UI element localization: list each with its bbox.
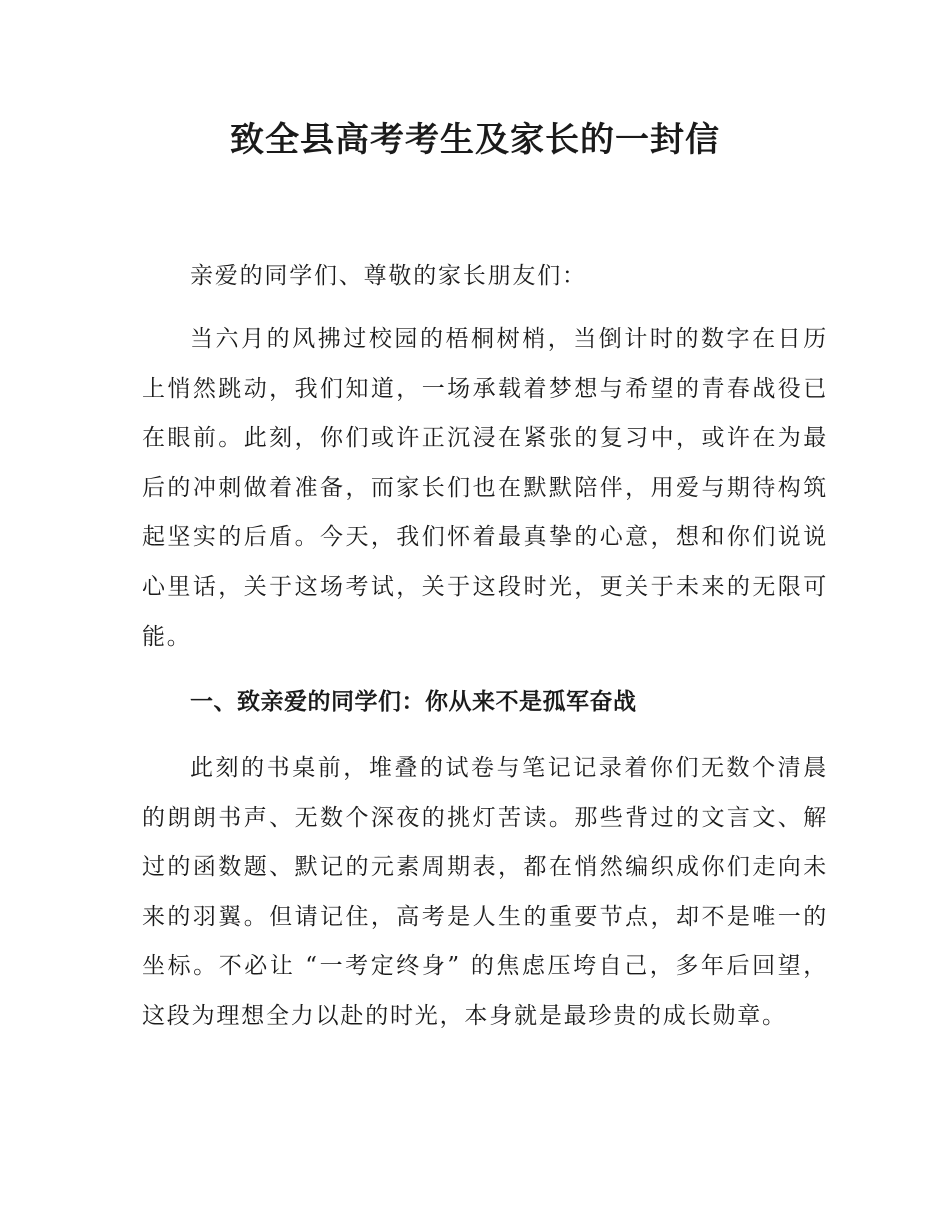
document-title: 致全县高考考生及家长的一封信	[230, 120, 720, 160]
section-heading-students: 一、致亲爱的同学们：你从来不是孤军奋战	[190, 689, 637, 715]
students-paragraph: 此刻的书桌前，堆叠的试卷与笔记记录着你们无数个清晨的朗朗书声、无数个深夜的挑灯苦读。那些背过的文言文、解过的函数题、默记的元素周期表，都在悄然编织成你们走向未来的羽翼。但请记住，高考是人生的重要节点，却不是唯一的坐标。不必让 “一考定终身” 的焦虑压垮自己，多年后回望，这段为理想全力以赴的时光，本身就是最珍贵的成长勋章。	[142, 755, 828, 1029]
greeting-line: 亲爱的同学们、尊敬的家长朋友们：	[190, 263, 587, 289]
intro-paragraph: 当六月的风拂过校园的梧桐树梢，当倒计时的数字在日历上悄然跳动，我们知道，一场承载着梦想与希望的青春战役已在眼前。此刻，你们或许正沉浸在紧张的复习中，或许在为最后的冲刺做着准备，而家长们也在默默陪伴，用爱与期待构筑起坚实的后盾。今天，我们怀着最真挚的心意，想和你们说说心里话，关于这场考试，关于这段时光，更关于未来的无限可能。	[142, 326, 828, 650]
